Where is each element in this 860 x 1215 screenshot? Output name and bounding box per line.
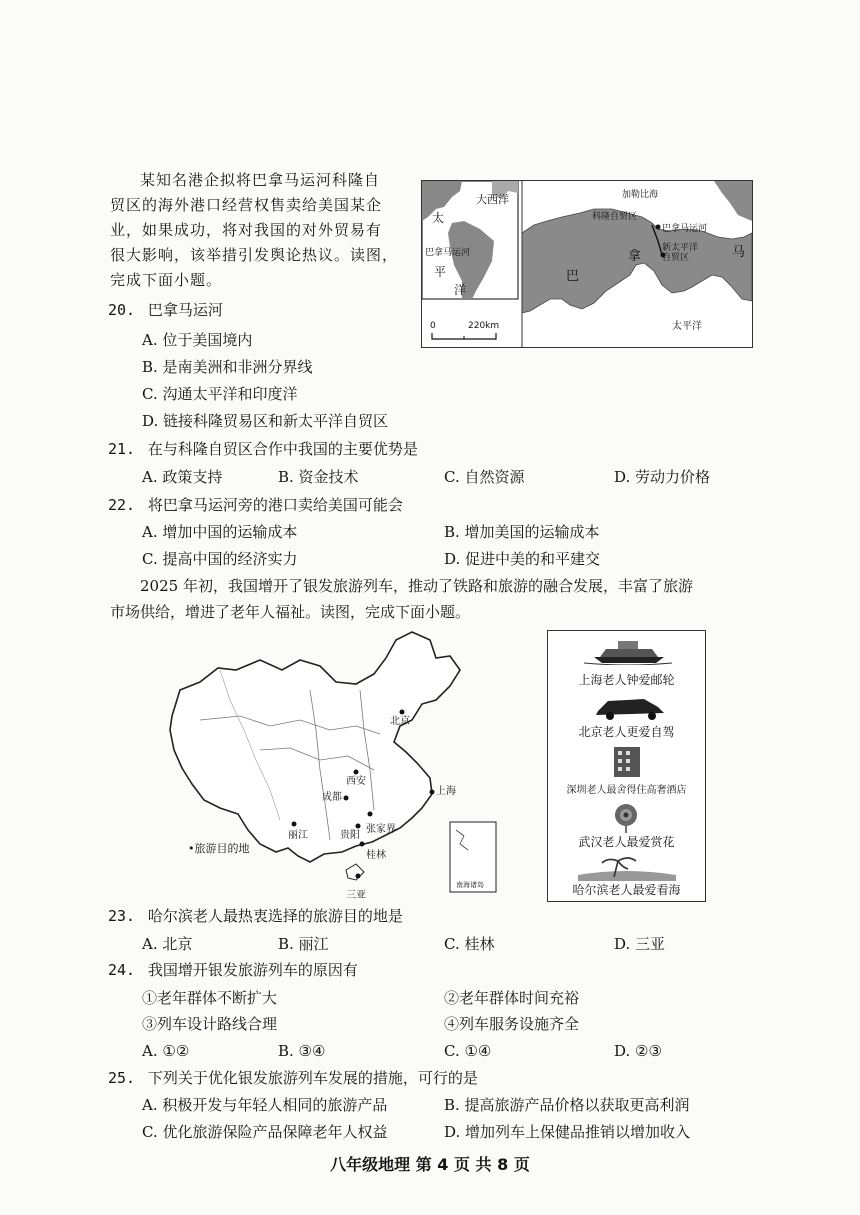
label-pacific-ocean: 太平洋: [672, 321, 702, 332]
label-pacific-a: 太: [432, 211, 445, 225]
label-ba: 巴: [566, 269, 580, 284]
question-stem: 下列关于优化银发旅游列车发展的措施，可行的是: [147, 1069, 478, 1087]
panel-item-beach: [548, 853, 705, 899]
question-number: 23.: [108, 907, 136, 925]
city-xian: 西安: [346, 776, 366, 787]
question-stem: 在与科隆自贸区合作中我国的主要优势是: [147, 440, 418, 458]
label-ma: 马: [732, 245, 746, 260]
label-new-pacific-zone: 新太平洋 自贸区: [662, 243, 699, 263]
question-22: [108, 495, 403, 515]
q22-option-a: A. 增加中国的运输成本: [142, 523, 298, 541]
q24-item-4: ④列车服务设施齐全: [444, 1015, 580, 1033]
hotel-building-icon: [548, 745, 705, 779]
q24-option-d: D. ②③: [614, 1042, 662, 1060]
label-panama-canal: 巴拿马运河: [662, 224, 708, 234]
question-number: 22.: [108, 496, 136, 514]
q22-option-d: D. 促进中美的和平建交: [444, 550, 601, 568]
senior-travel-panel: [547, 630, 706, 902]
q20-option-b: B. 是南美洲和非洲分界线: [142, 358, 313, 376]
q25-option-c: C. 优化旅游保险产品保障老年人权益: [142, 1123, 388, 1141]
car-icon: [548, 691, 705, 721]
scale-zero: 0: [430, 321, 436, 331]
south-china-sea-inset-label: 南海诸岛: [456, 881, 484, 889]
panel-caption: 深圳老人最舍得住高奢酒店: [566, 785, 687, 796]
question-number: 25.: [108, 1069, 136, 1087]
question-25: [108, 1068, 478, 1088]
label-caribbean: 加勒比海: [622, 190, 659, 200]
panel-item-car: [548, 691, 705, 743]
city-guiyang: 贵阳: [340, 830, 360, 841]
china-map: [160, 630, 510, 900]
page-footer: 八年级地理 第 4 页 共 8 页: [330, 1155, 530, 1174]
question-number: 21.: [108, 440, 136, 458]
city-sanya: 三亚: [346, 890, 366, 901]
city-zhangjiajie: 张家界: [366, 824, 396, 835]
panama-map: [421, 180, 753, 348]
q20-option-d: D. 链接科隆贸易区和新太平洋自贸区: [142, 412, 389, 430]
beach-palm-icon: [548, 853, 705, 881]
q25-option-a: A. 积极开发与年轻人相同的旅游产品: [142, 1096, 388, 1114]
q20-option-a: A. 位于美国境内: [142, 331, 253, 349]
intro-line: 业，如果成功，将对我国的对外贸易有: [110, 221, 383, 239]
panel-caption: 武汉老人最爱赏花: [578, 835, 675, 849]
q23-option-a: A. 北京: [142, 935, 193, 953]
intro-line: 贸区的海外港口经营权售卖给美国某企: [110, 196, 383, 214]
intro-line: 某知名港企拟将巴拿马运河科隆自: [140, 171, 381, 189]
city-shanghai: 上海: [436, 786, 456, 797]
q21-option-d: D. 劳动力价格: [614, 468, 711, 486]
label-pacific-c: 洋: [454, 283, 467, 297]
panel-caption: 哈尔滨老人最爱看海: [572, 883, 681, 897]
city-beijing: 北京: [390, 716, 410, 727]
q24-option-c: C. ①④: [444, 1042, 492, 1060]
panel-item-cruise: [548, 635, 705, 689]
question-stem: 将巴拿马运河旁的港口卖给美国可能会: [147, 496, 403, 514]
intro-paragraph-2-line1: 2025 年初，我国增开了银发旅游列车，推动了铁路和旅游的融合发展，丰富了旅游: [140, 577, 693, 595]
flower-icon: [548, 801, 705, 833]
q21-option-b: B. 资金技术: [278, 468, 359, 486]
question-21: [108, 439, 418, 459]
panel-item-hotel: [548, 745, 705, 799]
q25-option-b: B. 提高旅游产品价格以获取更高利润: [444, 1096, 690, 1114]
panel-caption: 上海老人钟爱邮轮: [578, 673, 675, 687]
city-chengdu: 成都: [322, 792, 342, 803]
q24-option-b: B. ③④: [278, 1042, 326, 1060]
label-pacific-b: 平: [434, 265, 447, 279]
question-stem: 哈尔滨老人最热衷选择的旅游目的地是: [147, 907, 403, 925]
scale-distance: 220km: [468, 321, 500, 331]
label-na: 拿: [628, 249, 642, 264]
intro-line: 很大影响，该举措引发舆论热议。读图，: [110, 246, 399, 264]
q23-option-b: B. 丽江: [278, 935, 329, 953]
q24-item-3: ③列车设计路线合理: [142, 1015, 278, 1033]
intro-paragraph-1: [110, 168, 410, 293]
question-stem: 我国增开银发旅游列车的原因有: [147, 961, 358, 979]
question-number: 24.: [108, 961, 136, 979]
question-20: [108, 300, 223, 320]
question-stem: 巴拿马运河: [147, 301, 223, 319]
q25-option-d: D. 增加列车上保健品推销以增加收入: [444, 1123, 691, 1141]
city-guilin: 桂林: [366, 850, 386, 861]
cruise-ship-icon: [548, 635, 705, 665]
q24-option-a: A. ①②: [142, 1042, 190, 1060]
intro-line: 完成下面小题。: [110, 271, 223, 289]
label-atlantic: 大西洋: [476, 193, 509, 206]
city-lijiang: 丽江: [288, 830, 308, 841]
panel-caption: 北京老人更爱自驾: [578, 725, 675, 739]
q22-option-c: C. 提高中国的经济实力: [142, 550, 298, 568]
q22-option-b: B. 增加美国的运输成本: [444, 523, 600, 541]
label-colon-zone: 科隆自贸区: [592, 212, 638, 222]
intro-paragraph-2-line2: 市场供给，增进了老年人福祉。读图，完成下面小题。: [110, 603, 471, 621]
question-24: [108, 960, 358, 980]
q23-option-c: C. 桂林: [444, 935, 495, 953]
q24-item-2: ②老年群体时间充裕: [444, 989, 580, 1007]
q23-option-d: D. 三亚: [614, 935, 666, 953]
question-number: 20.: [108, 301, 136, 319]
china-map-outline: [160, 630, 510, 900]
q21-option-a: A. 政策支持: [142, 468, 223, 486]
q21-option-c: C. 自然资源: [444, 468, 525, 486]
label-canal-inset: 巴拿马运河: [425, 248, 471, 258]
q24-item-1: ①老年群体不断扩大: [142, 989, 278, 1007]
question-23: [108, 906, 403, 926]
map-legend: •旅游目的地: [188, 842, 250, 855]
q20-option-c: C. 沟通太平洋和印度洋: [142, 385, 298, 403]
panel-item-flower: [548, 801, 705, 853]
